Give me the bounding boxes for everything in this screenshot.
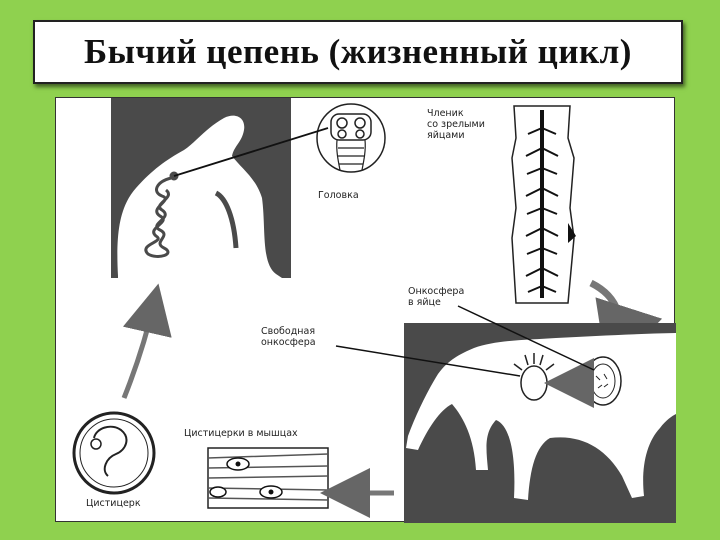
cysticercus-drawing <box>74 413 154 493</box>
cattle-panel <box>404 323 676 523</box>
life-cycle-diagram <box>55 97 675 522</box>
title-box <box>33 20 683 84</box>
page-title: Бычий цепень (жизненный цикл) <box>84 32 632 71</box>
label-cysticercus: Цистицерк <box>86 498 141 509</box>
arrow-cysticercus-to-human <box>124 303 154 398</box>
diagram-drawing <box>56 98 676 523</box>
human-panel <box>111 98 291 278</box>
label-cysticerci-muscles: Цистицерки в мышцах <box>184 428 298 439</box>
label-segment: Членик со зрелыми яйцами <box>427 108 485 141</box>
label-head: Головка <box>318 190 359 201</box>
muscle-with-cysticerci <box>208 448 328 508</box>
label-oncosphere-egg: Онкосфера в яйце <box>408 286 465 308</box>
proglottid-drawing <box>512 106 576 303</box>
label-free-oncosphere: Свободная онкосфера <box>261 326 316 348</box>
